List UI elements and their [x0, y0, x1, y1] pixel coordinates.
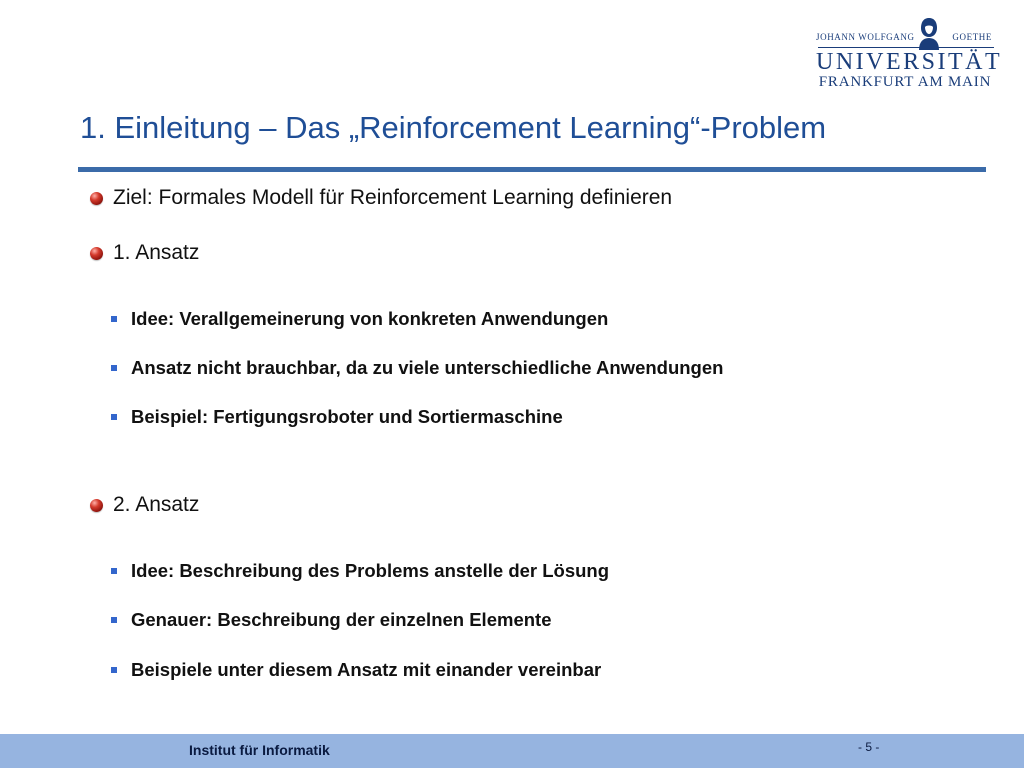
university-logo: [812, 14, 1003, 94]
bullet-goal: [90, 183, 672, 213]
sub-bullet: [111, 306, 608, 332]
bullet-ball-icon: [90, 247, 103, 260]
square-bullet-icon: [111, 414, 117, 420]
sub-bullet: [111, 558, 609, 584]
sub-bullet: [111, 657, 601, 683]
slide-title: 1. Einleitung – Das „Reinforcement Learning“-Problem: [80, 110, 827, 145]
bullet-text: 2. Ansatz: [113, 493, 200, 516]
sub-bullet-text: Ansatz nicht brauchbar, da zu viele unterschiedliche Anwendungen: [131, 357, 724, 378]
bullet-ball-icon: [90, 499, 103, 512]
square-bullet-icon: [111, 568, 117, 574]
square-bullet-icon: [111, 365, 117, 371]
bullet-text: Ziel: Formales Modell für Reinforcement Learning definieren: [113, 186, 673, 209]
logo-city: FRANKFURT AM MAIN: [818, 74, 992, 90]
sub-bullet-text: Idee: Beschreibung des Problems anstelle der Lösung: [131, 560, 610, 581]
sub-bullet: [111, 607, 551, 633]
sub-bullet: [111, 355, 723, 381]
square-bullet-icon: [111, 667, 117, 673]
sub-bullet-text: Genauer: Beschreibung der einzelnen Elemente: [131, 609, 552, 630]
sub-bullet: [111, 404, 563, 430]
logo-university: UNIVERSITÄT: [816, 49, 1003, 75]
sub-bullet-text: Idee: Verallgemeinerung von konkreten Anwendungen: [131, 308, 609, 329]
bullet-approach-1: [90, 238, 199, 268]
bullet-approach-2: [90, 490, 199, 520]
footer-institute: Institut für Informatik: [189, 742, 330, 758]
bullet-text: 1. Ansatz: [113, 241, 200, 264]
logo-rule: [818, 47, 994, 48]
square-bullet-icon: [111, 316, 117, 322]
sub-bullet-text: Beispiele unter diesem Ansatz mit einander vereinbar: [131, 659, 602, 680]
logo-top-left: JOHANN WOLFGANG: [816, 32, 915, 42]
footer-bar: [0, 734, 1024, 768]
page-number: - 5 -: [858, 740, 880, 754]
sub-bullet-text: Beispiel: Fertigungsroboter und Sortiermaschine: [131, 406, 563, 427]
title-divider: [78, 167, 986, 172]
goethe-portrait-icon: [916, 16, 942, 50]
bullet-ball-icon: [90, 192, 103, 205]
square-bullet-icon: [111, 617, 117, 623]
logo-top-right: GOETHE: [952, 32, 992, 42]
